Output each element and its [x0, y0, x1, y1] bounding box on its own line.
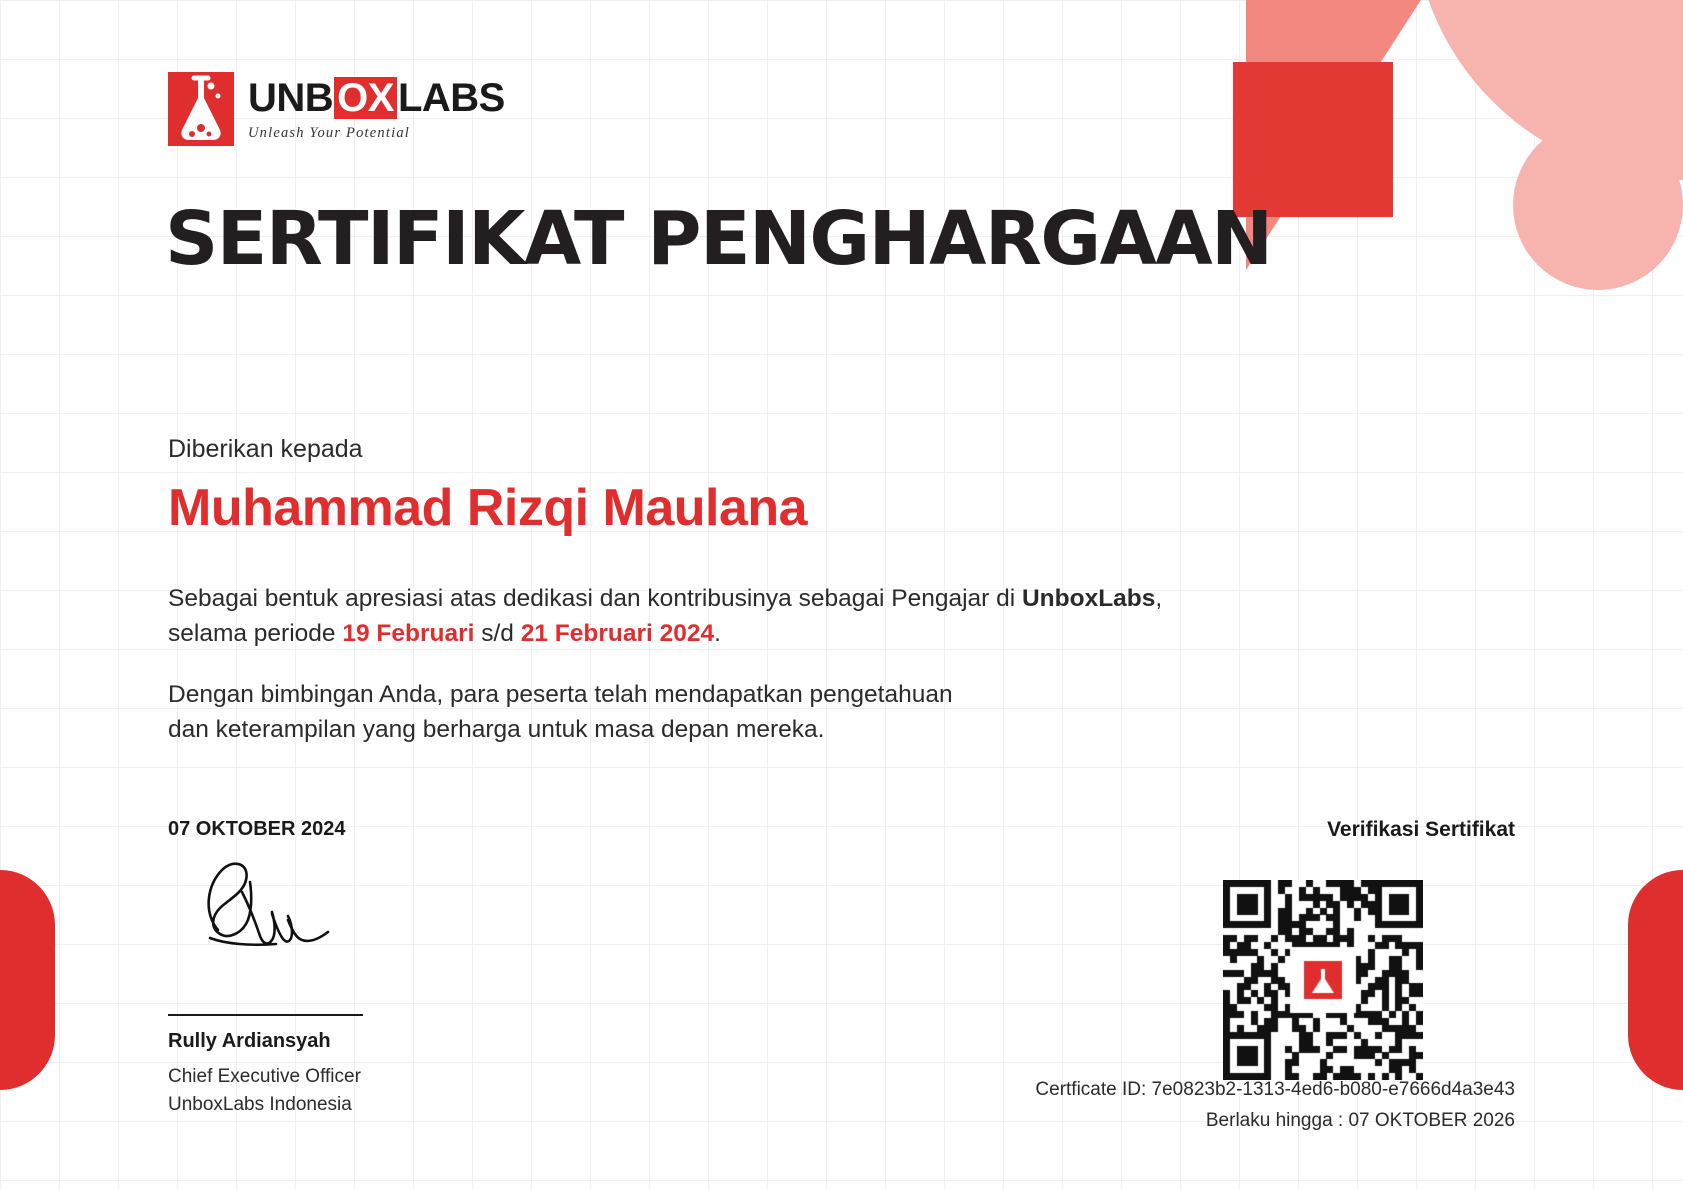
- brand-tagline: Unleash Your Potential: [248, 125, 411, 141]
- closing-paragraph: [168, 678, 1368, 748]
- signatory-role: [168, 1063, 361, 1118]
- appreciation-text-b: ,: [1155, 585, 1163, 612]
- signature-divider: [168, 1014, 363, 1016]
- brand-name: [248, 77, 505, 119]
- brand-name-part2: LABS: [397, 76, 505, 120]
- decorative-square-top-right: [1233, 62, 1393, 217]
- certificate-valid-until: Berlaku hingga : 07 OKTOBER 2026: [1205, 1110, 1515, 1131]
- closing-line-1: Dengan bimbingan Anda, para peserta telah mendapatkan pengetahuan: [168, 681, 953, 708]
- decorative-shape-bottom-left: [0, 870, 55, 1090]
- brand-name-part1: UNB: [248, 76, 334, 120]
- handwritten-signature: [180, 852, 340, 957]
- brand-name-boxed: OX: [334, 77, 397, 119]
- period-label: selama periode: [168, 619, 343, 647]
- brand-logo: [168, 72, 505, 146]
- signatory-name: Rully Ardiansyah: [168, 1030, 331, 1052]
- given-to-label: Diberikan kepada: [168, 435, 363, 463]
- period-separator: s/d: [474, 619, 521, 647]
- certificate-id: Certficate ID: 7e0823b2-1313-4ed6-b080-e7666d4a3e43: [1035, 1079, 1515, 1100]
- issue-date: 07 OKTOBER 2024: [168, 818, 346, 840]
- period-end-date: 21 Februari 2024: [520, 619, 715, 647]
- verification-title: Verifikasi Sertifikat: [1327, 818, 1515, 841]
- flask-logo-icon: [168, 72, 234, 146]
- decorative-shape-bottom-right: [1628, 870, 1683, 1090]
- decorative-circle-top-right: [1513, 120, 1683, 290]
- qr-code-icon[interactable]: [1223, 880, 1423, 1080]
- period-start-date: 19 Februari: [342, 619, 475, 647]
- appreciation-paragraph: [168, 582, 1368, 652]
- closing-line-2: dan keterampilan yang berharga untuk masa depan mereka.: [168, 715, 825, 743]
- appreciation-text-d: .: [714, 619, 721, 647]
- signatory-role-line2: UnboxLabs Indonesia: [168, 1093, 352, 1115]
- organization-name: UnboxLabs: [1021, 585, 1156, 612]
- recipient-name: Muhammad Rizqi Maulana: [168, 479, 808, 537]
- appreciation-text-a: Sebagai bentuk apresiasi atas dedikasi dan kontribusinya sebagai Pengajar di: [168, 585, 1022, 612]
- signatory-role-line1: Chief Executive Officer: [168, 1066, 361, 1087]
- page-title: SERTIFIKAT PENGHARGAAN: [165, 196, 1272, 282]
